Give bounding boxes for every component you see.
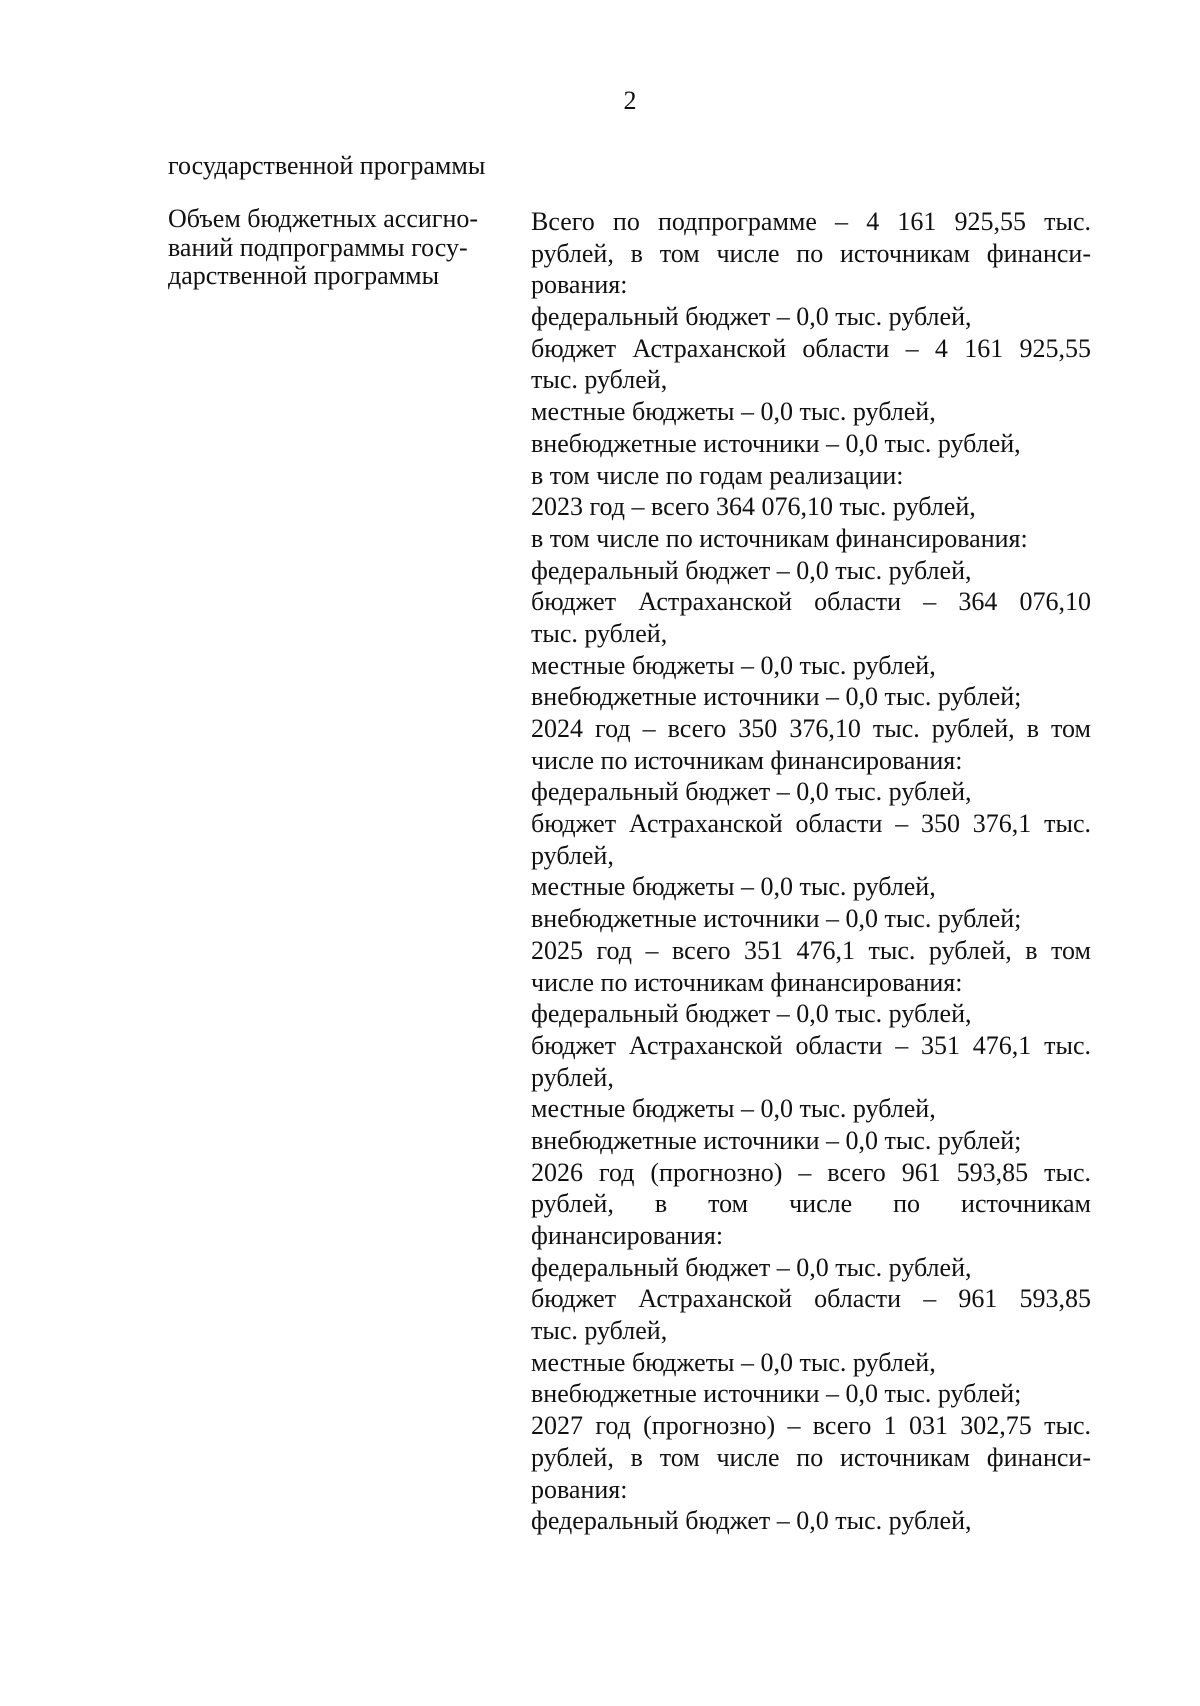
budget-line: финансирования: bbox=[531, 1221, 724, 1250]
budget-line: бюджет Астраханской области – 961 593,85 bbox=[531, 1284, 1091, 1314]
left-column-line: ваний подпрограммы госу- bbox=[168, 232, 468, 262]
budget-line: тыс. рублей, bbox=[531, 365, 668, 395]
budget-line: тыс. рублей, bbox=[531, 1316, 668, 1346]
budget-line: местные бюджеты – 0,0 тыс. рублей, bbox=[531, 1347, 936, 1377]
budget-line: местные бюджеты – 0,0 тыс. рублей, bbox=[531, 650, 936, 680]
budget-line: 2026 год (прогнозно) – всего 961 593,85 тыс. bbox=[531, 1157, 1091, 1187]
budget-line: в том числе по источникам финансирования: bbox=[531, 523, 1028, 553]
budget-line: в том числе по годам реализации: bbox=[531, 460, 904, 490]
budget-line: рублей, в том числе по источникам финанси- bbox=[531, 1442, 1091, 1472]
budget-line: рования: bbox=[531, 270, 628, 300]
right-column bbox=[531, 206, 1091, 1537]
budget-line: федеральный бюджет – 0,0 тыс. рублей, bbox=[531, 999, 972, 1029]
budget-line: федеральный бюджет – 0,0 тыс. рублей, bbox=[531, 555, 972, 585]
budget-line: внебюджетные источники – 0,0 тыс. рублей; bbox=[531, 1125, 1022, 1155]
budget-line: бюджет Астраханской области – 4 161 925,55 bbox=[531, 333, 1091, 363]
budget-line: рублей, в том числе по источникам bbox=[531, 1189, 1091, 1219]
budget-line: федеральный бюджет – 0,0 тыс. рублей, bbox=[531, 1506, 972, 1536]
budget-line: 2027 год (прогнозно) – всего 1 031 302,75 тыс. bbox=[531, 1411, 1091, 1441]
continuation-text: государственной программы bbox=[168, 151, 486, 180]
budget-line: внебюджетные источники – 0,0 тыс. рублей; bbox=[531, 904, 1022, 934]
budget-line: бюджет Астраханской области – 350 376,1 тыс. bbox=[531, 809, 1091, 839]
left-column bbox=[168, 205, 513, 291]
budget-line: бюджет Астраханской области – 364 076,10 bbox=[531, 587, 1091, 617]
budget-line: 2023 год – всего 364 076,10 тыс. рублей, bbox=[531, 492, 976, 522]
budget-line: местные бюджеты – 0,0 тыс. рублей, bbox=[531, 397, 936, 427]
budget-line: рублей, в том числе по источникам финанси- bbox=[531, 238, 1091, 268]
left-column-line: Объем бюджетных ассигно- bbox=[168, 204, 479, 233]
budget-line: числе по источникам финансирования: bbox=[531, 745, 963, 775]
budget-line: местные бюджеты – 0,0 тыс. рублей, bbox=[531, 1094, 936, 1124]
budget-line: федеральный бюджет – 0,0 тыс. рублей, bbox=[531, 777, 972, 807]
budget-line: местные бюджеты – 0,0 тыс. рублей, bbox=[531, 872, 936, 902]
budget-line: внебюджетные источники – 0,0 тыс. рублей; bbox=[531, 1379, 1022, 1409]
budget-line: рования: bbox=[531, 1474, 628, 1504]
budget-line: 2025 год – всего 351 476,1 тыс. рублей, в том bbox=[531, 935, 1091, 965]
budget-line: федеральный бюджет – 0,0 тыс. рублей, bbox=[531, 1252, 972, 1282]
budget-line: числе по источникам финансирования: bbox=[531, 967, 963, 997]
budget-line: Всего по подпрограмме – 4 161 925,55 тыс. bbox=[531, 207, 1091, 236]
left-column-line: дарственной программы bbox=[168, 261, 440, 290]
budget-line: федеральный бюджет – 0,0 тыс. рублей, bbox=[531, 302, 972, 332]
budget-line: 2024 год – всего 350 376,10 тыс. рублей, в том bbox=[531, 714, 1091, 743]
budget-line: внебюджетные источники – 0,0 тыс. рублей; bbox=[531, 682, 1022, 712]
budget-line: бюджет Астраханской области – 351 476,1 тыс. bbox=[531, 1030, 1091, 1060]
budget-line: рублей, bbox=[531, 840, 614, 870]
page-number: 2 bbox=[623, 86, 637, 115]
budget-line: рублей, bbox=[531, 1062, 614, 1092]
budget-line: внебюджетные источники – 0,0 тыс. рублей, bbox=[531, 428, 1021, 458]
budget-line: тыс. рублей, bbox=[531, 618, 668, 648]
